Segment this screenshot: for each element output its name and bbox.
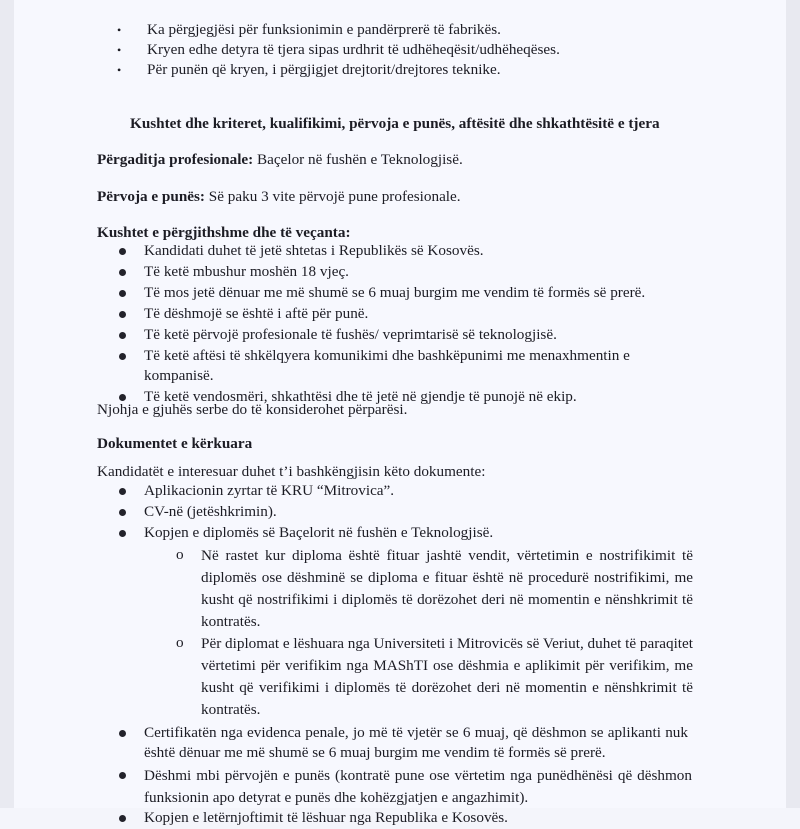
bullet-icon xyxy=(119,269,126,276)
experience-label: Përvoja e punës: xyxy=(97,188,205,205)
documents-heading: Dokumentet e kërkuara xyxy=(97,435,253,452)
education-paragraph xyxy=(97,150,463,170)
bullet-icon xyxy=(119,353,126,360)
bullet-icon xyxy=(119,248,126,255)
list-item: Kopjen e letërnjoftimit të lëshuar nga Republika e Kosovës. xyxy=(119,808,176,829)
documents-intro: Kandidatët e interesuar duhet t’i bashkëngjisin këto dokumente: xyxy=(97,463,486,480)
bullet-icon xyxy=(119,332,126,339)
education-label: Përgaditja profesionale: xyxy=(97,151,254,168)
circle-bullet-icon: o xyxy=(176,546,184,563)
documents-list: Aplikacionin zyrtar të KRU “Mitrovica”. CV-në (jetëshkrimin). Kopjen e diplomës së Baçelorit në fushën e Teknologjisë. o Në rastet kur diploma është fituar jashtë vendit, vërtetimin e nostrifikimit të diplomës ose dëshminë se diploma e fituar është në procedurë nostrifikimi, me kusht që nostrifikimi i diplomës të dorëzohet deri në momentin e nënshkrimit të kontratës. o Për diplomat e lëshuara nga Universiteti i Mitrovicës së Veriut, duhet të paraqitet vërtetimi për verifikim nga MAShTI ose dëshmia e aplikimit për verifikim, me kusht që verifikimi i diplomës të dorëzohet deri në momentin e nënshkrimit të kontratës. Certifikatën nga evidenca penale, jo më të vjetër se 6 muaj, që dëshmon se aplikanti nuk është dënuar me më shumë se 6 muaj burgim me vendim të formës së prerë. Dëshmi mbi përvojën e punës (kontratë pune ose vërtetim nga punëdhënësi që dëshmon funksionin apo detyrat e punës dhe kohëzgjatjen e angazhimit). Kopjen e letërnjoftimit të lëshuar nga Republika e Kosovës. xyxy=(119,481,176,829)
experience-paragraph xyxy=(97,187,461,207)
list-item: Aplikacionin zyrtar të KRU “Mitrovica”. xyxy=(119,481,176,502)
page-shadow-right xyxy=(786,0,800,808)
section-heading: Kushtet dhe kriteret, kualifikimi, përvoja e punës, aftësitë dhe shkathtësitë e tjera xyxy=(130,115,660,132)
general-conditions-heading: Kushtet e përgjithshme dhe të veçanta: xyxy=(97,224,351,241)
education-value: Baçelor në fushën e Teknologjisë. xyxy=(253,151,463,168)
circle-bullet-icon: o xyxy=(176,634,184,651)
bullet-icon xyxy=(119,815,126,822)
bullet-icon: • xyxy=(117,43,122,57)
page-shadow-left xyxy=(0,0,14,808)
list-item: Dëshmi mbi përvojën e punës (kontratë pune ose vërtetim nga punëdhënësi që dëshmon funksionin apo detyrat e punës dhe kohëzgjatjen e angazhimit). xyxy=(119,765,176,808)
bullet-icon: • xyxy=(117,63,122,77)
bullet-icon xyxy=(119,772,126,779)
bullet-icon xyxy=(119,290,126,297)
bullet-icon: • xyxy=(117,23,122,37)
bullet-icon xyxy=(119,730,126,737)
list-item: Kopjen e diplomës së Baçelorit në fushën e Teknologjisë. xyxy=(119,523,176,545)
language-note: Njohja e gjuhës serbe do të konsiderohet përparësi. xyxy=(97,401,408,418)
bullet-icon xyxy=(119,509,126,516)
list-item: Certifikatën nga evidenca penale, jo më të vjetër se 6 muaj, që dëshmon se aplikanti nuk është dënuar me më shumë se 6 muaj burgim me vendim të formës së prerë. xyxy=(119,723,176,765)
experience-value: Së paku 3 vite përvojë pune profesionale. xyxy=(204,188,461,205)
bullet-icon xyxy=(119,530,126,537)
list-item: CV-në (jetëshkrimin). xyxy=(119,502,176,523)
bullet-icon xyxy=(119,488,126,495)
bullet-icon xyxy=(119,311,126,318)
